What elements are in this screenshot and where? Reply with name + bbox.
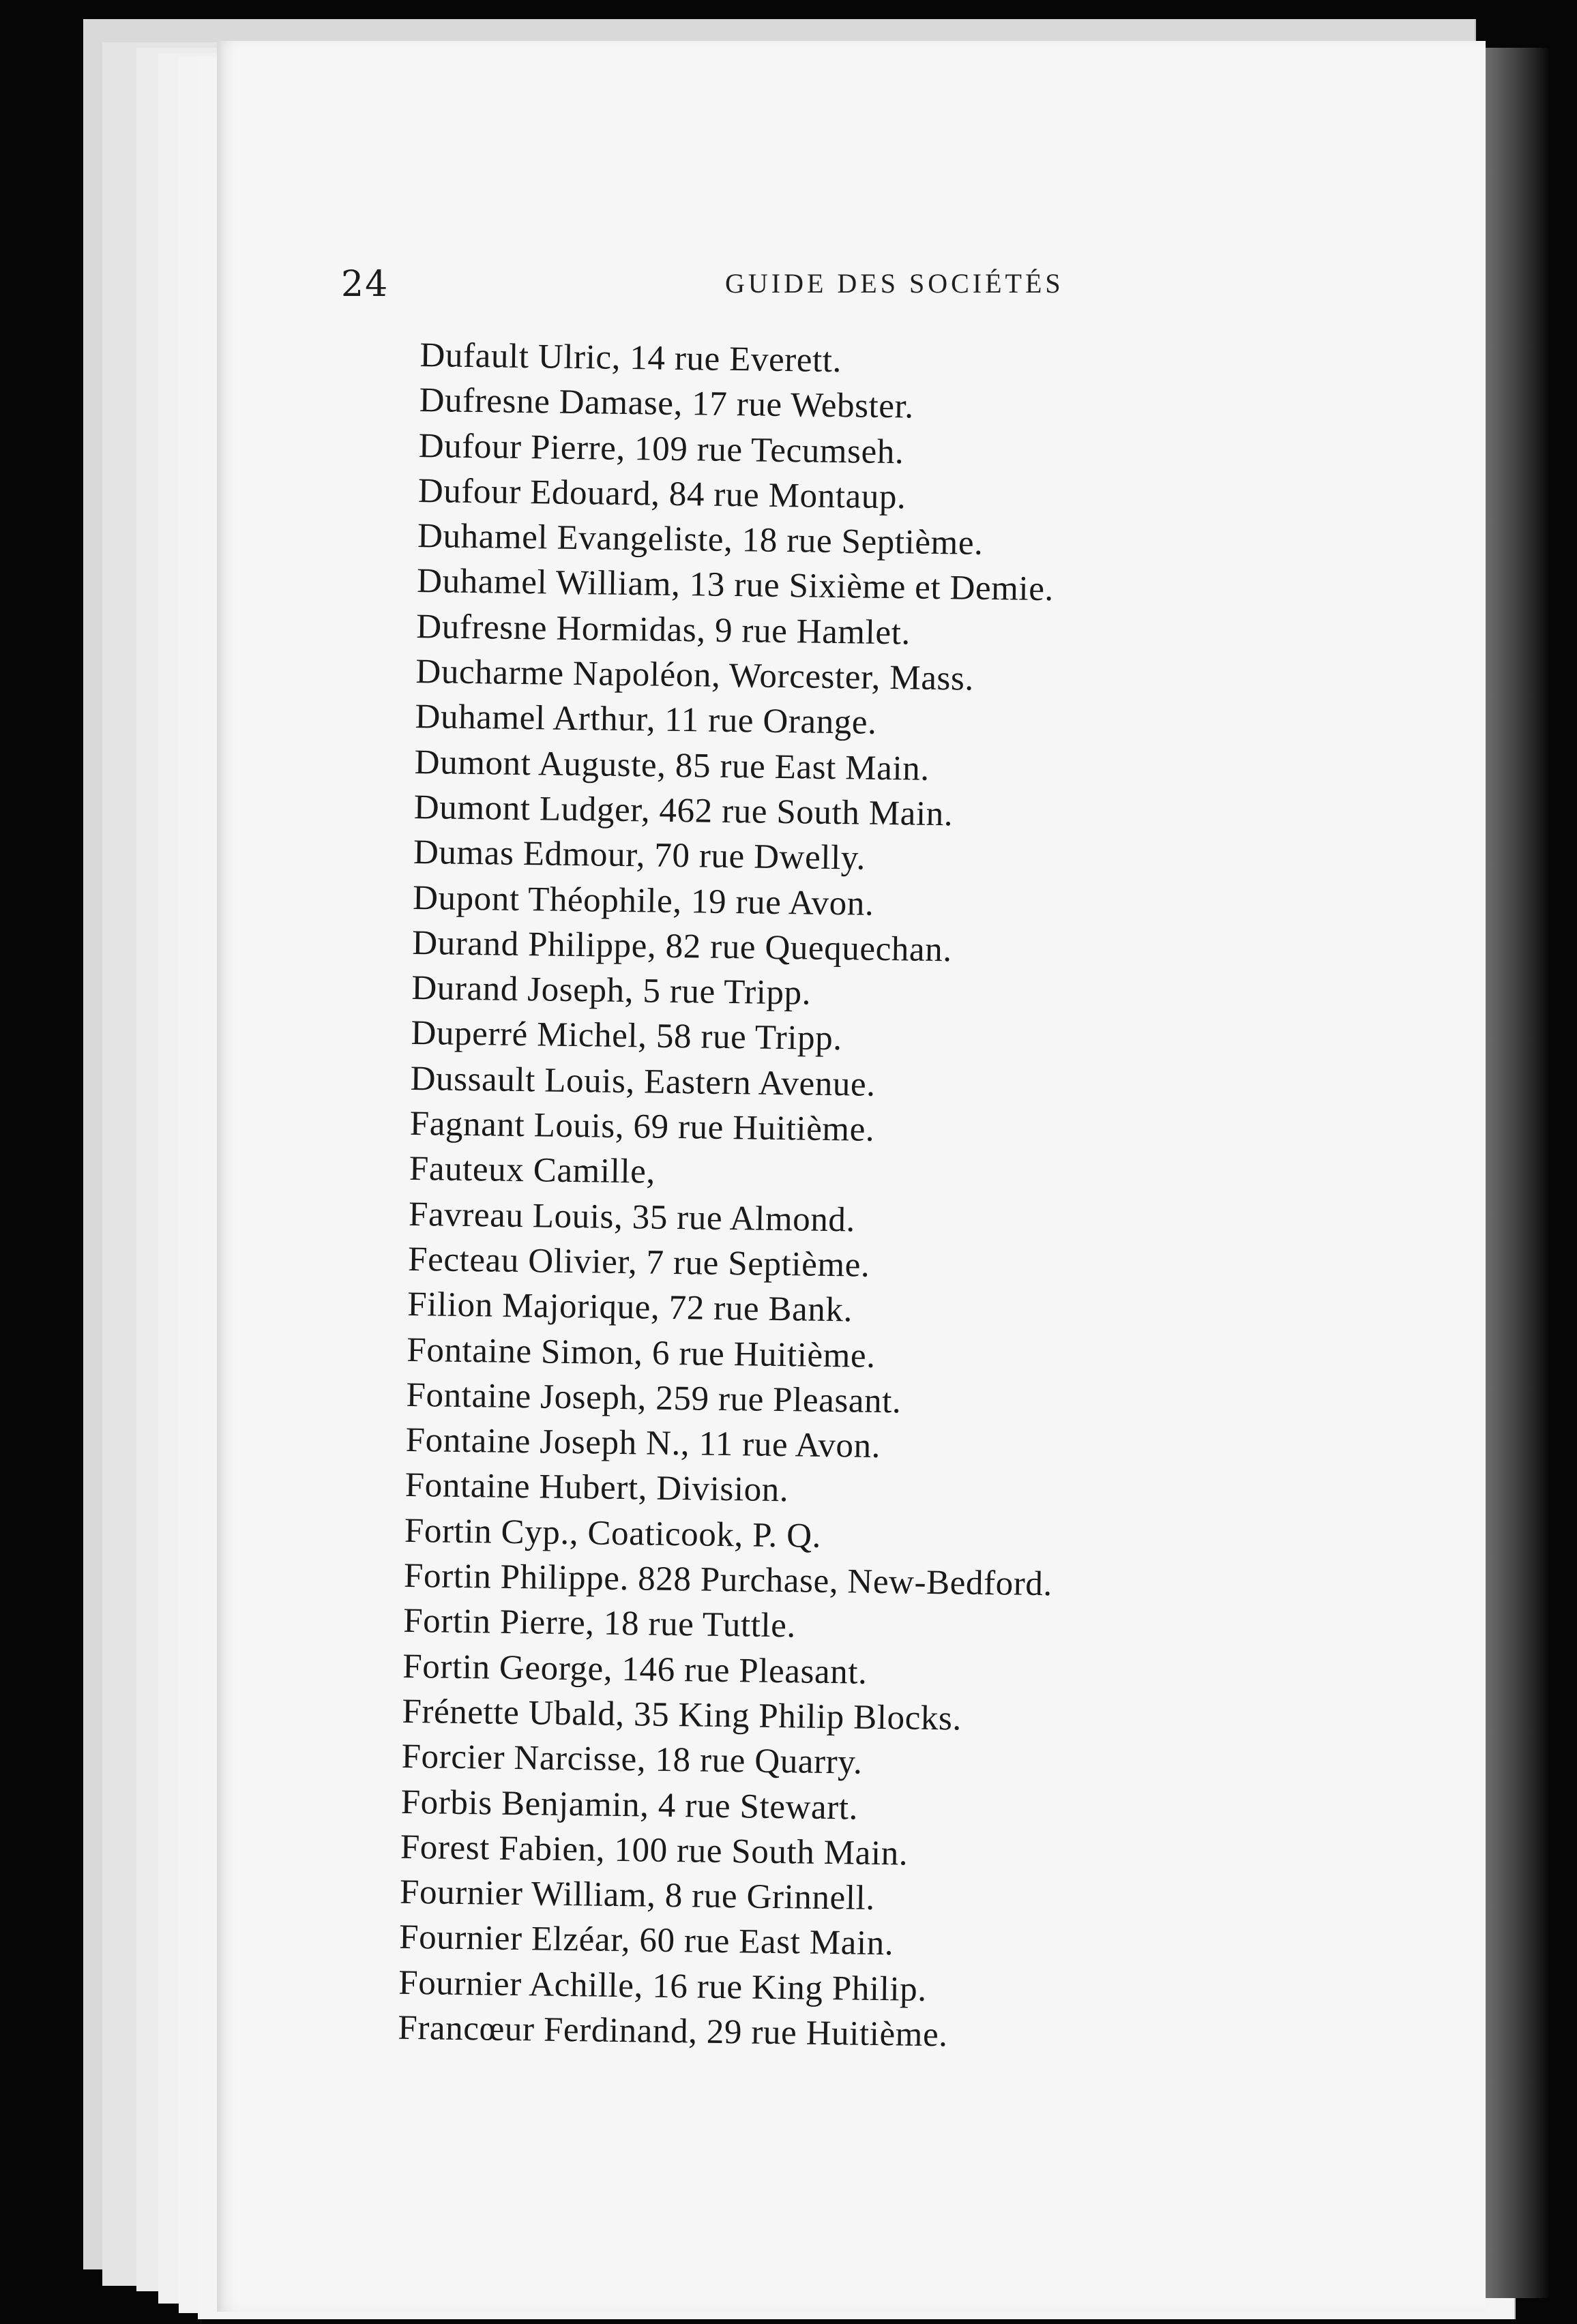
list-item: Dufresne Damase, 17 rue Webster. (419, 381, 915, 426)
list-item: Francœur Ferdinand, 29 rue Huitième. (398, 2008, 948, 2055)
list-item: Fortin Cyp., Coaticook, P. Q. (404, 1511, 822, 1555)
list-item: Forest Fabien, 100 rue South Main. (400, 1828, 909, 1873)
list-item: Forbis Benjamin, 4 rue Stewart. (400, 1783, 859, 1828)
list-item: Fagnant Louis, 69 rue Huitième. (409, 1104, 875, 1149)
list-item: Fontaine Hubert, Division. (404, 1466, 789, 1510)
list-item: Fontaine Joseph N., 11 rue Avon. (405, 1420, 881, 1466)
list-item: Frénette Ubald, 35 King Philip Blocks. (402, 1692, 962, 1738)
list-item: Duperré Michel, 58 rue Tripp. (411, 1014, 843, 1058)
list-item: Duhamel William, 13 rue Sixième et Demie. (416, 562, 1055, 609)
page-number: 24 (341, 264, 389, 305)
list-item: Dufresne Hormidas, 9 rue Hamlet. (415, 607, 911, 653)
list-item: Durand Joseph, 5 rue Tripp. (411, 969, 812, 1013)
list-item: Fournier Achille, 16 rue King Philip. (398, 1963, 928, 2009)
list-item: Dumont Ludger, 462 rue South Main. (413, 788, 954, 834)
list-item: Fournier Elzéar, 60 rue East Main. (398, 1918, 894, 1963)
list-item: Durand Philippe, 82 rue Quequechan. (411, 923, 953, 970)
member-directory-list (398, 333, 1443, 2064)
list-item: Fecteau Olivier, 7 rue Septième. (407, 1240, 870, 1285)
list-item: Fontaine Joseph, 259 rue Pleasant. (406, 1375, 902, 1421)
list-item: Fortin Pierre, 18 rue Tuttle. (402, 1602, 797, 1645)
list-item: Duhamel Evangeliste, 18 rue Septième. (417, 517, 984, 563)
list-item: Fontaine Simon, 6 rue Huitième. (407, 1330, 876, 1375)
list-item: Dufour Edouard, 84 rue Montaup. (417, 471, 907, 517)
list-item: Dumas Edmour, 70 rue Dwelly. (413, 833, 866, 878)
list-item: Duhamel Arthur, 11 rue Orange. (415, 698, 877, 743)
list-item: Dumont Auguste, 85 rue East Main. (414, 743, 930, 788)
list-item: Favreau Louis, 35 rue Almond. (408, 1195, 856, 1240)
list-item: Fortin George, 146 rue Pleasant. (402, 1647, 868, 1692)
list-item: Forcier Narcisse, 18 rue Quarry. (401, 1738, 863, 1782)
book-page (217, 41, 1486, 2312)
list-item: Dupont Théophile, 19 rue Avon. (412, 878, 874, 923)
list-item: Dussault Louis, Eastern Avenue. (410, 1059, 876, 1104)
list-item: Fortin Philippe. 828 Purchase, New-Bedford. (403, 1556, 1053, 1604)
list-item: Filion Majorique, 72 rue Bank. (407, 1285, 853, 1330)
list-item: Fauteux Camille, (409, 1150, 656, 1191)
list-item: Dufault Ulric, 14 rue Everett. (419, 336, 842, 381)
list-item: Dufour Pierre, 109 rue Tecumseh. (418, 426, 904, 471)
list-item: Ducharme Napoléon, Worcester, Mass. (415, 653, 975, 698)
list-item: Fournier William, 8 rue Grinnell. (399, 1873, 876, 1918)
running-head: GUIDE DES SOCIÉTÉS (725, 268, 1064, 299)
